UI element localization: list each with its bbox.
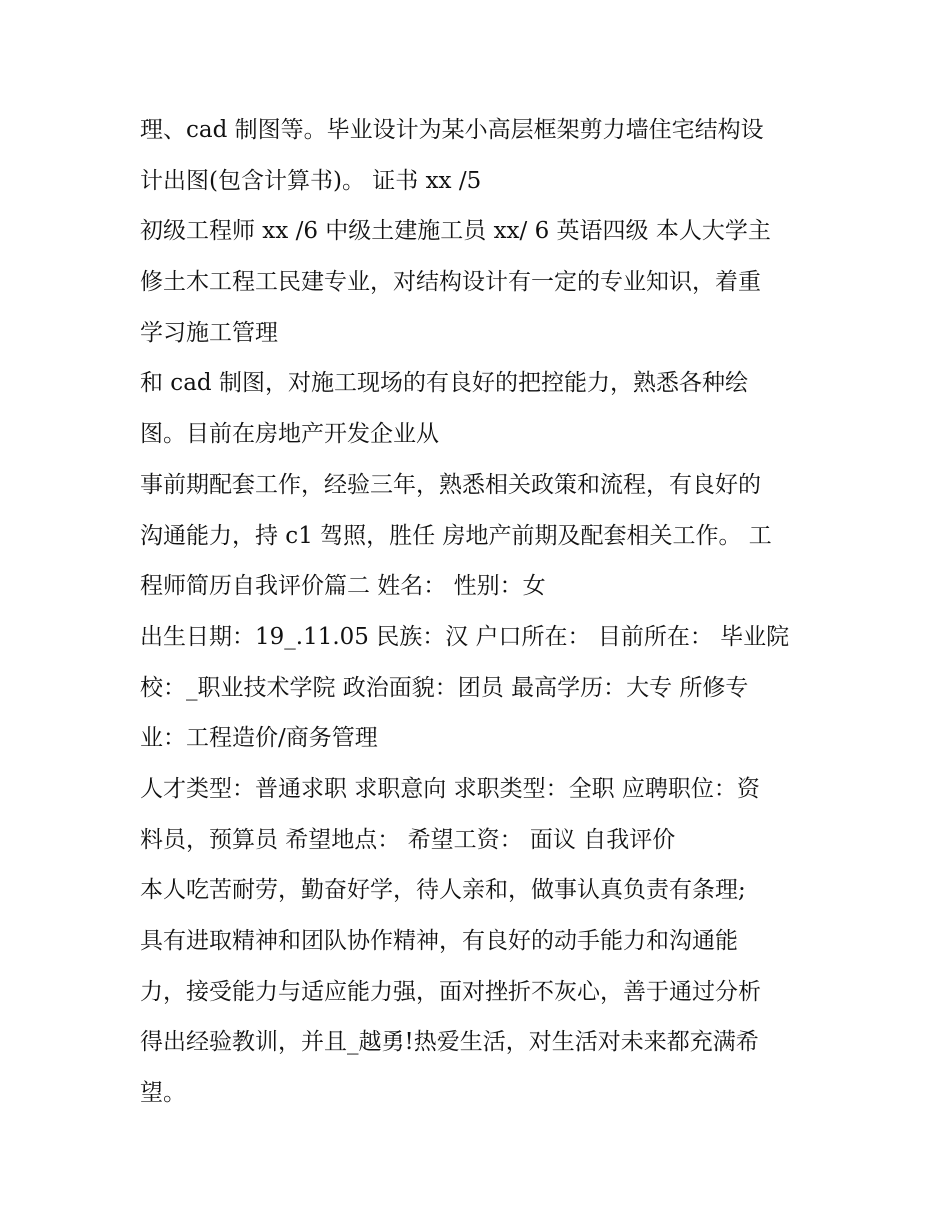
text-line: 校：_职业技术学院 政治面貌：团员 最高学历：大专 所修专 [140,674,749,701]
text-line: 出生日期：19_.11.05 民族：汉 户口所在： 目前所在： 毕业院 [140,623,790,650]
text-line: 学习施工管理 [140,319,278,346]
text-line: 初级工程师 xx /6 中级土建施工员 xx/ 6 英语四级 本人大学主 [140,218,771,245]
text-line: 望。 [140,1080,186,1107]
text-line: 业：工程造价/商务管理 [140,725,378,752]
text-line: 料员，预算员 希望地点： 希望工资： 面议 自我评价 [140,826,676,853]
text-line: 和 cad 制图，对施工现场的有良好的把控能力，熟悉各种绘 [140,370,748,397]
text-line: 本人吃苦耐劳，勤奋好学，待人亲和，做事认真负责有条理; [140,877,746,904]
text-line: 得出经验教训，并且_越勇!热爱生活，对生活对未来都充满希 [140,1029,759,1056]
text-line: 力，接受能力与适应能力强，面对挫折不灰心，善于通过分析 [140,978,761,1005]
text-line: 修土木工程工民建专业，对结构设计有一定的专业知识，着重 [140,269,761,296]
text-line: 人才类型：普通求职 求职意向 求职类型：全职 应聘职位：资 [140,775,760,802]
text-line: 沟通能力，持 c1 驾照，胜任 房地产前期及配套相关工作。 工 [140,522,772,549]
text-line: 具有进取精神和团队协作精神，有良好的动手能力和沟通能 [140,928,738,954]
text-line: 程师简历自我评价篇二 姓名： 性别：女 [140,573,546,600]
text-line: 事前期配套工作，经验三年，熟悉相关政策和流程，有良好的 [140,471,761,498]
text-line: 计出图(包含计算书)。 证书 xx /5 [140,167,482,194]
text-line: 图。目前在房地产开发企业从 [140,421,439,448]
document-body [140,105,820,1119]
text-line: 理、cad 制图等。毕业设计为某小高层框架剪力墙住宅结构设 [140,117,764,143]
